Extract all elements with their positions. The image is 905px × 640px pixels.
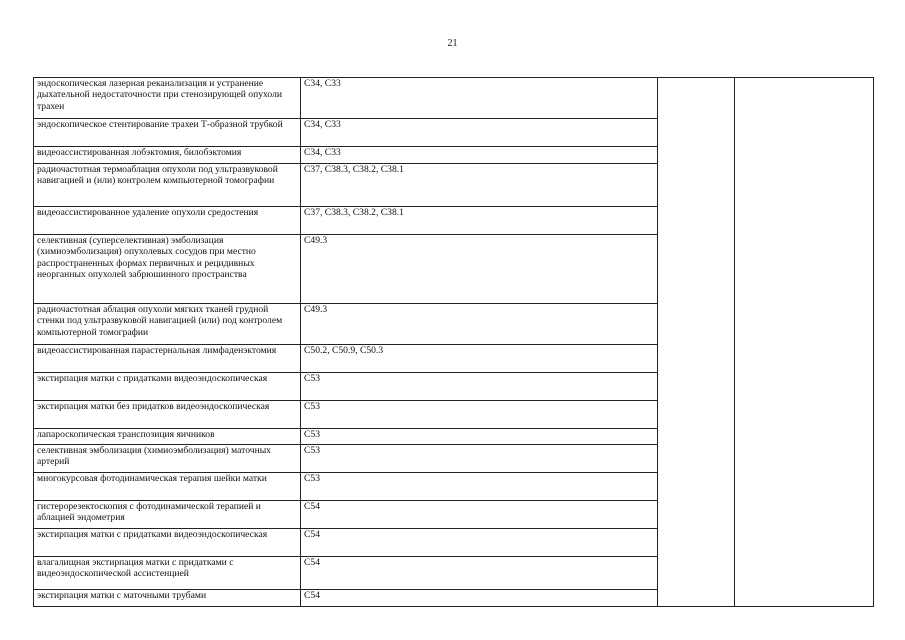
procedure-cell: экстирпация матки с придатками видеоэндоскопическая xyxy=(34,373,301,401)
icd-code-cell: C53 xyxy=(301,401,658,429)
icd-code-cell: C34, C33 xyxy=(301,147,658,164)
procedure-cell: эндоскопическая лазерная реканализация и устранение дыхательной недостаточности при стенозирующей опухоли трахеи xyxy=(34,78,301,119)
procedure-cell: экстирпация матки без придатков видеоэндоскопическая xyxy=(34,401,301,429)
icd-code-cell: C34, C33 xyxy=(301,119,658,147)
procedure-cell: видеоассистированная лобэктомия, билобэктомия xyxy=(34,147,301,164)
empty-merged-column-1 xyxy=(658,78,735,607)
icd-code-cell: C49.3 xyxy=(301,304,658,345)
icd-code-cell: C37, C38.3, C38.2, C38.1 xyxy=(301,207,658,235)
procedure-cell: селективная эмболизация (химиоэмболизация) маточных артерий xyxy=(34,445,301,473)
page-number: 21 xyxy=(447,38,458,49)
procedure-cell: радиочастотная аблация опухоли мягких тканей грудной стенки под ультразвуковой навигацией (или) под контролем компьютерной томографии xyxy=(34,304,301,345)
icd-code-cell: C49.3 xyxy=(301,235,658,304)
procedures-table xyxy=(33,77,874,607)
procedure-cell: влагалищная экстирпация матки с придатками с видеоэндоскопической ассистенцией xyxy=(34,557,301,590)
procedure-cell: экстирпация матки с придатками видеоэндоскопическая xyxy=(34,529,301,557)
icd-code-cell: C53 xyxy=(301,429,658,445)
procedure-cell: экстирпация матки с маточными трубами xyxy=(34,590,301,607)
procedure-cell: видеоассистированная парастернальная лимфаденэктомия xyxy=(34,345,301,373)
procedure-cell: многокурсовая фотодинамическая терапия шейки матки xyxy=(34,473,301,501)
icd-code-cell: C53 xyxy=(301,473,658,501)
procedure-cell: лапароскопическая транспозиция яичников xyxy=(34,429,301,445)
icd-code-cell: C54 xyxy=(301,557,658,590)
procedure-cell: эндоскопическое стентирование трахеи Т-образной трубкой xyxy=(34,119,301,147)
icd-code-cell: C53 xyxy=(301,373,658,401)
table-row xyxy=(34,78,874,119)
procedure-cell: видеоассистированное удаление опухоли средостения xyxy=(34,207,301,235)
icd-code-cell: C50.2, C50.9, C50.3 xyxy=(301,345,658,373)
icd-code-cell: C54 xyxy=(301,590,658,607)
icd-code-cell: C37, C38.3, C38.2, C38.1 xyxy=(301,164,658,207)
icd-code-cell: C54 xyxy=(301,501,658,529)
icd-code-cell: C53 xyxy=(301,445,658,473)
icd-code-cell: C54 xyxy=(301,529,658,557)
procedure-cell: радиочастотная термоаблация опухоли под ультразвуковой навигацией и (или) контролем компьютерной томографии xyxy=(34,164,301,207)
procedure-cell: селективная (суперселективная) эмболизация (химиоэмболизация) опухолевых сосудов при местно распространенных формах первичных и рецидивных неорганных опухолей забрюшинного пространства xyxy=(34,235,301,304)
procedure-cell: гистерорезектоскопия с фотодинамической терапией и аблацией эндометрия xyxy=(34,501,301,529)
empty-merged-column-2 xyxy=(735,78,874,607)
icd-code-cell: C34, C33 xyxy=(301,78,658,119)
